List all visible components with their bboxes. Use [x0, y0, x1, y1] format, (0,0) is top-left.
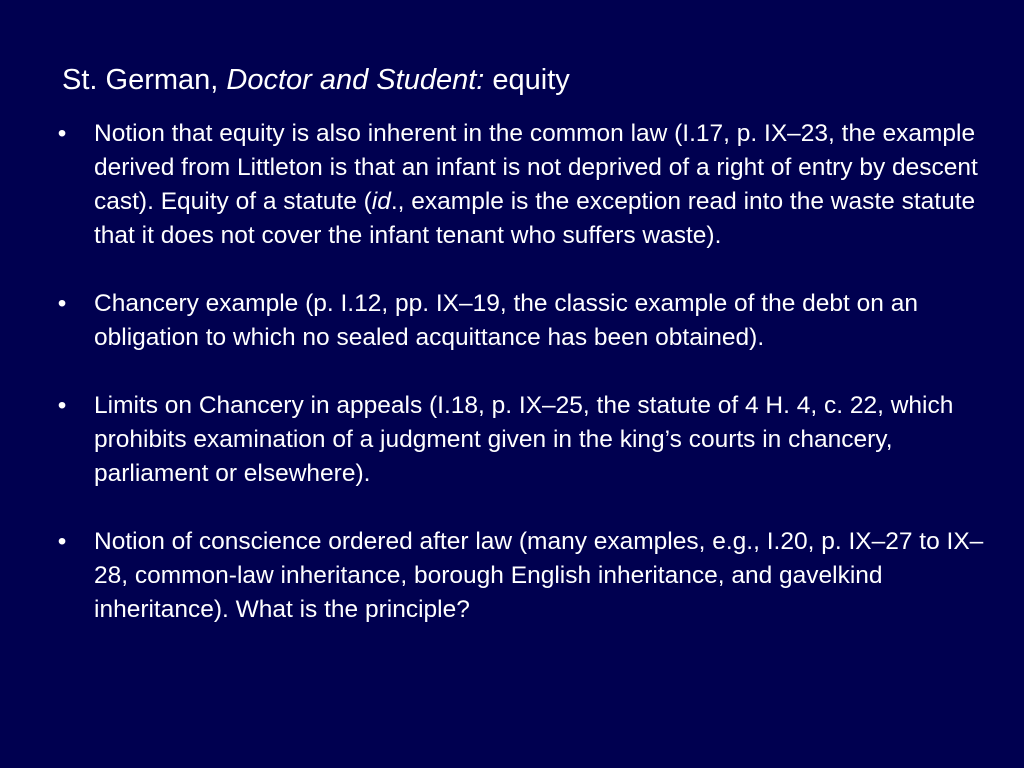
bullet-text: Notion that equity is also inherent in the common law (I.17, p. IX–23, the example derived from Littleton is that an infant is not deprived of a right of entry by descent cast). Equity of a statute (id., example is the exception read into the waste statute that it does not cover the infant tenant who suffers waste).: [94, 120, 978, 249]
bullet-icon: •: [57, 392, 67, 419]
title-work: Doctor and Student:: [226, 64, 485, 96]
bullet-item: [54, 389, 1004, 491]
bullet-item: [54, 287, 1004, 355]
bullet-icon: •: [57, 120, 67, 147]
bullet-list: [54, 117, 1004, 661]
slide-title: [62, 62, 570, 98]
title-topic: equity: [484, 64, 570, 96]
bullet-item: [54, 525, 1004, 627]
bullet-item: [54, 117, 1004, 253]
bullet-text: Chancery example (p. I.12, pp. IX–19, the classic example of the debt on an obligation to which no sealed acquittance has been obtained).: [94, 290, 918, 351]
bullet-icon: •: [57, 528, 67, 555]
bullet-text: Notion of conscience ordered after law (many examples, e.g., I.20, p. IX–27 to IX–28, common-law inheritance, borough English inheritance, and gavelkind inheritance). What is the principle?: [94, 528, 984, 623]
title-author: St. German,: [62, 64, 227, 96]
bullet-text: Limits on Chancery in appeals (I.18, p. IX–25, the statute of 4 H. 4, c. 22, which prohibits examination of a judgment given in the king’s courts in chancery, parliament or elsewhere).: [94, 392, 954, 487]
bullet-icon: •: [57, 290, 67, 317]
